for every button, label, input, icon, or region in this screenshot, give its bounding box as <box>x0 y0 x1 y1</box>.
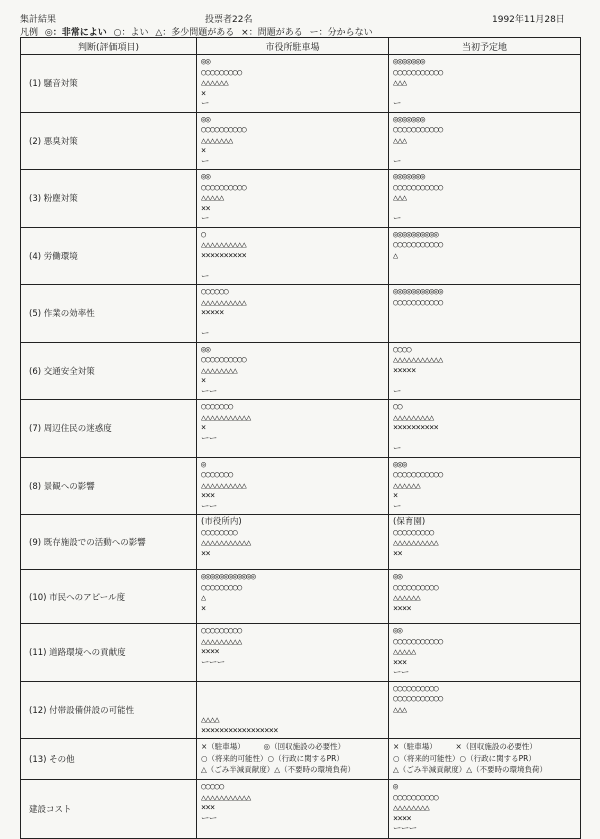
rating-cell-city-hall-parking <box>197 55 389 113</box>
respondent-count: 投票者22名 <box>205 15 253 25</box>
table-row <box>21 285 581 343</box>
rating-cell-original-site <box>389 285 581 343</box>
criterion-label: (2) 悪臭対策 <box>21 112 197 170</box>
rating-marks: ◎◎ <box>393 626 403 636</box>
rating-marks: △△△△△ <box>201 193 224 203</box>
rating-marks: ×××× <box>393 603 412 614</box>
rating-marks <box>393 89 576 100</box>
rating-cell-city-hall-parking <box>197 624 389 682</box>
column-header-city-hall-parking: 市役所駐車場 <box>197 38 389 55</box>
legend-item-good: ○：よい <box>113 28 149 38</box>
rating-marks: △△△ <box>393 135 407 146</box>
rating-marks: ーーー <box>201 657 225 668</box>
rating-cell-city-hall-parking <box>197 170 389 228</box>
rating-marks: △△△△△△△△△△ <box>201 297 247 308</box>
rating-cell-city-hall-parking <box>197 570 389 624</box>
rating-marks <box>393 146 576 157</box>
page-title: 集計結果 <box>20 15 57 25</box>
table-row <box>21 780 581 839</box>
legend-item-problem: ×：問題がある <box>241 28 303 38</box>
rating-marks: ○○○○○○○○○○○ <box>393 240 443 250</box>
rating-cell-city-hall-parking <box>197 515 389 570</box>
rating-marks: ○○○○○○○○○ <box>393 527 434 538</box>
rating-marks: ×× <box>393 548 403 559</box>
other-note-line: ×（駐車場） ×（回収施設の必要性） <box>393 742 537 751</box>
rating-marks: △△△△△△△△△△△ <box>393 355 443 365</box>
rating-marks: △△△△△△△△△△△ <box>201 412 251 423</box>
rating-marks: △△△ <box>393 704 407 715</box>
rating-marks: △△△ <box>393 78 407 88</box>
table-row <box>21 457 581 515</box>
rating-marks: (保育園) <box>393 517 426 527</box>
rating-cell-original-site <box>389 624 581 682</box>
rating-marks: ◎ <box>201 459 206 470</box>
rating-marks <box>201 694 384 705</box>
rating-marks: ◎◎◎◎◎◎◎◎◎◎ <box>393 229 439 240</box>
rating-marks <box>201 705 384 716</box>
rating-cell-city-hall-parking <box>197 227 389 285</box>
rating-marks: × <box>201 146 206 156</box>
rating-marks: × <box>201 88 206 99</box>
other-note-line: △（ごみ半減貢献度）△（不要時の環境負荷） <box>393 765 548 774</box>
rating-cell-city-hall-parking <box>197 780 389 839</box>
rating-marks: △△△△△ <box>393 647 416 657</box>
rating-cell-original-site <box>389 400 581 458</box>
rating-marks: ○○○○○○○○○○○ <box>393 694 443 704</box>
rating-marks: ○○○○○○○○○○○ <box>393 297 443 308</box>
rating-marks: △△△△ <box>201 715 220 725</box>
rating-cell-city-hall-parking <box>197 112 389 170</box>
rating-marks: ◎ <box>393 782 398 792</box>
other-note-line: △（ごみ半減貢献度）△（不要時の環境負荷） <box>201 765 356 774</box>
rating-marks: ◎◎◎◎◎◎◎ <box>393 114 425 125</box>
rating-marks: ○○○○○○○○○ <box>201 67 242 78</box>
table-row <box>21 515 581 570</box>
rating-marks <box>393 204 576 215</box>
rating-marks: ◎◎ <box>201 114 211 125</box>
rating-marks: ○○○○○○○○○○ <box>201 355 247 365</box>
rating-marks: △ <box>201 593 206 603</box>
rating-marks: ×××× <box>201 647 220 657</box>
table-row <box>21 624 581 682</box>
rating-marks: ーー <box>201 386 217 397</box>
rating-marks: ×× <box>201 548 211 559</box>
table-row <box>21 112 581 170</box>
rating-marks: △△△△△△△△△ <box>201 636 242 647</box>
rating-marks: △△△△△△△△ <box>393 803 430 813</box>
rating-marks: ー <box>393 156 401 167</box>
rating-marks: △△△△△△△△ <box>201 365 238 376</box>
rating-marks: ○○○○○○○○○○○ <box>393 125 443 135</box>
criterion-label: (5) 作業の効率性 <box>21 285 197 343</box>
rating-marks: △△△△△△△△△ <box>393 412 434 423</box>
legend-item-very-good: ◎：非常によい <box>44 28 107 38</box>
rating-marks <box>393 434 576 445</box>
rating-cell-city-hall-parking <box>197 400 389 458</box>
rating-marks: ◎◎ <box>201 344 211 355</box>
evaluation-table <box>20 37 581 839</box>
rating-marks: ○○○○○○○○○ <box>201 582 242 593</box>
rating-marks: △△△△△△ <box>393 480 421 491</box>
rating-marks: ○○○○○○○○○○ <box>393 792 439 803</box>
criterion-label: (12) 付帯設備併設の可能性 <box>21 681 197 739</box>
rating-marks: ××× <box>393 657 407 668</box>
rating-marks: ー <box>201 99 209 109</box>
rating-cell-original-site <box>389 112 581 170</box>
rating-marks: ××××××××××××××××× <box>201 725 278 736</box>
rating-cell-original-site <box>389 227 581 285</box>
rating-marks: ××××× <box>393 365 416 376</box>
rating-marks: ○○○○○○○○○○○ <box>393 182 443 193</box>
rating-cell-original-site <box>389 170 581 228</box>
rating-marks: ○○○○○○○ <box>201 402 233 412</box>
table-row <box>21 227 581 285</box>
table-row <box>21 400 581 458</box>
rating-marks: ○○○○○○ <box>201 287 229 297</box>
rating-marks: ◎◎◎◎◎◎◎◎◎◎◎ <box>393 287 443 297</box>
table-row <box>21 55 581 113</box>
rating-marks <box>393 308 576 319</box>
rating-marks: ー <box>393 386 401 397</box>
rating-marks: ○○○○○○○○ <box>201 527 238 538</box>
rating-marks: ○ <box>201 229 206 240</box>
rating-marks: ×××××××××× <box>393 423 439 433</box>
other-note-line: ×（駐車場） ◎（回収施設の必要性） <box>201 742 346 751</box>
rating-cell-city-hall-parking <box>197 342 389 400</box>
rating-cell-original-site <box>389 570 581 624</box>
rating-marks: ー <box>201 156 209 167</box>
rating-marks: × <box>201 423 206 433</box>
rating-marks: ーー <box>201 501 217 512</box>
rating-marks: ○○○○○○○○○○ <box>201 182 247 193</box>
rating-marks: △△△△△△△△△△ <box>201 480 247 491</box>
criterion-label: (1) 騒音対策 <box>21 55 197 113</box>
criterion-label: 建設コスト <box>21 780 197 839</box>
rating-cell-original-site <box>389 457 581 515</box>
rating-marks: △△△△△△△ <box>201 135 233 146</box>
rating-marks: ○○○○○○○○○○ <box>393 683 439 694</box>
rating-marks <box>393 376 576 387</box>
rating-marks: ○○○○○○○○○○○ <box>393 67 443 78</box>
rating-marks <box>393 261 576 272</box>
table-row <box>21 342 581 400</box>
document-date: 1992年11月28日 <box>492 15 565 25</box>
rating-marks: △△△△△△ <box>393 593 421 603</box>
rating-marks: ○○○○○○○ <box>201 470 233 480</box>
rating-marks: ◎◎◎◎◎◎◎ <box>393 57 425 67</box>
criterion-label: (10) 市民へのアピール度 <box>21 570 197 624</box>
rating-marks: ×××××××××× <box>201 250 247 261</box>
table-header-row <box>21 38 581 55</box>
rating-marks: × <box>201 603 206 614</box>
rating-marks: ◎◎ <box>393 572 403 582</box>
rating-cell-city-hall-parking <box>197 457 389 515</box>
criterion-label: (11) 道路環境への貢献度 <box>21 624 197 682</box>
rating-marks: ○○○○○○○○○○ <box>201 125 247 135</box>
rating-marks: △△△△△△ <box>201 78 229 88</box>
rating-marks <box>201 319 384 330</box>
criterion-label: (9) 既存施設での活動への影響 <box>21 515 197 570</box>
rating-marks: ○○○○○○○○○ <box>201 626 242 636</box>
rating-marks <box>393 319 576 330</box>
table-row <box>21 681 581 739</box>
rating-marks: ○○○○ <box>393 344 412 355</box>
table-row <box>21 739 581 780</box>
rating-marks: ××××× <box>201 308 224 318</box>
criterion-label: (4) 労働環境 <box>21 227 197 285</box>
rating-marks: ーーー <box>393 824 417 834</box>
rating-marks: × <box>393 491 398 501</box>
rating-marks: ○○○○○ <box>201 782 224 792</box>
table-row <box>21 570 581 624</box>
rating-marks: (市役所内) <box>201 517 242 527</box>
criterion-label: (3) 粉塵対策 <box>21 170 197 228</box>
criterion-label: (6) 交通安全対策 <box>21 342 197 400</box>
rating-cell-city-hall-parking <box>197 285 389 343</box>
rating-marks: ◎◎ <box>201 57 211 67</box>
rating-cell-city-hall-parking <box>197 739 389 780</box>
rating-marks: × <box>201 376 206 386</box>
other-note-line: ○（将来的可能性）○（行政に関するPR） <box>201 753 344 763</box>
rating-cell-original-site <box>389 515 581 570</box>
rating-marks: ◎◎◎ <box>393 459 407 470</box>
column-header-original-site: 当初予定地 <box>389 38 581 55</box>
legend-item-some-issue: △：多少問題がある <box>155 28 235 38</box>
rating-marks: ××× <box>201 803 215 813</box>
rating-marks: △△△△△△△△△△ <box>393 538 439 548</box>
criterion-label: (8) 景観への影響 <box>21 457 197 515</box>
rating-marks: ○○○○○○○○○○○ <box>393 636 443 647</box>
rating-marks: ー <box>393 444 401 454</box>
rating-marks: ー <box>393 99 401 109</box>
rating-marks: ー <box>201 329 209 339</box>
rating-marks: ー <box>201 271 209 282</box>
rating-marks: △△△△△△△△△△△ <box>201 538 251 548</box>
rating-marks <box>393 715 576 726</box>
rating-marks: ー <box>393 214 401 224</box>
rating-marks: ○○○○○○○○○○ <box>393 582 439 593</box>
other-note-line: ○（将来的可能性）○（行政に関するPR） <box>393 753 536 763</box>
rating-cell-original-site <box>389 342 581 400</box>
column-header-criteria: 判断(評価項目) <box>21 38 197 55</box>
rating-marks <box>393 726 576 737</box>
criterion-label: (7) 周辺住民の迷惑度 <box>21 400 197 458</box>
rating-marks: ◎◎◎◎◎◎◎ <box>393 172 425 182</box>
rating-marks: ーー <box>201 813 217 824</box>
rating-marks: △△△△△△△△△△ <box>201 240 247 250</box>
criterion-label: (13) その他 <box>21 739 197 780</box>
rating-cell-original-site <box>389 55 581 113</box>
rating-cell-original-site <box>389 681 581 739</box>
rating-marks <box>393 272 576 283</box>
table-row <box>21 170 581 228</box>
rating-marks: △ <box>393 250 398 261</box>
rating-marks: ーー <box>393 668 409 678</box>
rating-marks: ○○○○○○○○○○○ <box>393 470 443 480</box>
rating-marks: ××× <box>201 491 215 501</box>
rating-marks: ○○ <box>393 402 403 412</box>
rating-marks <box>201 261 384 272</box>
rating-marks: ーー <box>201 433 217 444</box>
rating-cell-city-hall-parking <box>197 681 389 739</box>
rating-cell-original-site <box>389 739 581 780</box>
rating-marks: ◎◎◎◎◎◎◎◎◎◎◎◎ <box>201 572 256 582</box>
rating-marks: △△△△△△△△△△△ <box>201 792 251 803</box>
rating-marks: ×××× <box>393 813 412 824</box>
rating-marks: ー <box>201 214 209 224</box>
rating-marks <box>201 684 384 695</box>
rating-marks: ー <box>393 501 401 512</box>
rating-marks <box>393 329 576 340</box>
rating-marks: ◎◎ <box>201 172 211 182</box>
legend-label: 凡例 <box>20 28 39 38</box>
rating-marks: △△△ <box>393 193 407 203</box>
rating-cell-original-site <box>389 780 581 839</box>
rating-marks: ×× <box>201 203 211 214</box>
legend-item-unknown: ー：分からない <box>309 28 373 38</box>
